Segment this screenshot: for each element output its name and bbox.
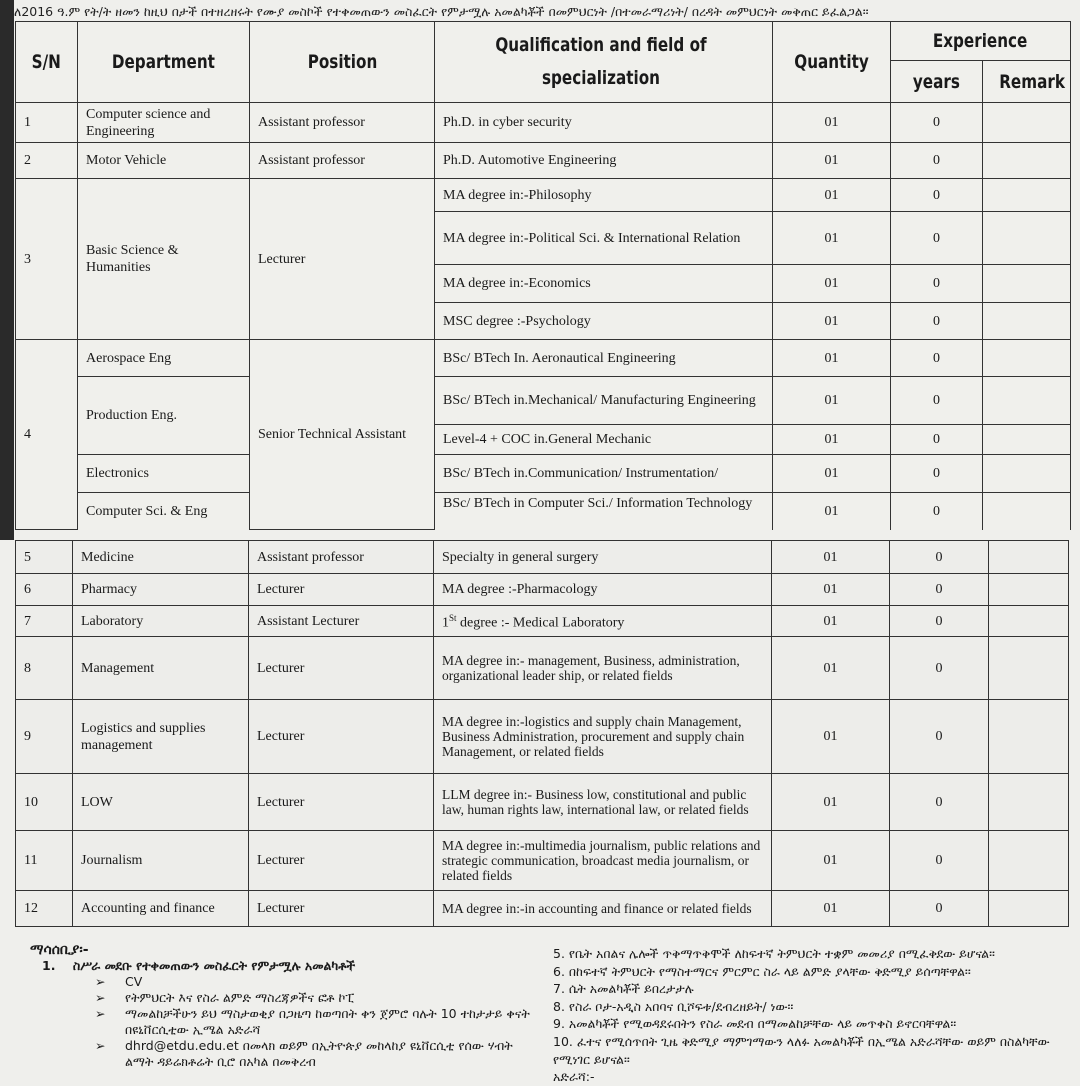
cell-qualification: Level-4 + COC in.General Mechanic xyxy=(435,425,773,455)
cell-years: 0 xyxy=(890,541,989,574)
notes-title: ማሳሰቢያ፡- xyxy=(30,942,89,958)
cell-quantity: 01 xyxy=(772,891,890,927)
cell-years: 0 xyxy=(890,891,989,927)
cell-remark xyxy=(989,637,1069,700)
cell-position: Lecturer xyxy=(249,637,434,700)
cell-remark xyxy=(983,493,1071,530)
cell-position: Lecturer xyxy=(249,574,434,606)
notes-item: 6. በከፍተኛ ትምህርት የማስተማርና ምርምር ስራ ላይ ልምድ ያላቸው ቅድሚያ ይሰጣቸዋል፡፡ xyxy=(553,963,971,979)
table-row xyxy=(16,143,1071,179)
cell-years: 0 xyxy=(891,212,983,265)
cell-quantity: 01 xyxy=(773,340,891,377)
header-department: Department xyxy=(78,22,250,103)
cell-position: Lecturer xyxy=(249,700,434,774)
cell-position: Lecturer xyxy=(249,891,434,927)
cell-position: Senior Technical Assistant xyxy=(250,340,435,530)
cell-qualification: MA degree in:-Economics xyxy=(435,265,773,303)
cell-quantity: 01 xyxy=(772,637,890,700)
cell-qualification: Ph.D. in cyber security xyxy=(435,103,773,143)
notes-item: 7. ሴት አመልካቾች ይበረታታሉ xyxy=(553,981,694,997)
cell-position: Assistant professor xyxy=(249,541,434,574)
table-row xyxy=(16,831,1069,891)
notes-bullet-text: dhrd@etdu.edu.et በመላክ ወይም በኢትዮጵያ መከላከያ ዩኒቨርሲቲ የሰው ሃብት ልማት ዳይሬክቶሬት ቢሮ በአካል በመቅረብ xyxy=(125,1038,513,1069)
cell-position: Assistant professor xyxy=(250,143,435,179)
cell-remark xyxy=(989,891,1069,927)
table-row xyxy=(16,891,1069,927)
cell-quantity: 01 xyxy=(773,377,891,425)
notes-bullet xyxy=(95,974,540,990)
cell-quantity: 01 xyxy=(773,143,891,179)
cell-position: Lecturer xyxy=(250,179,435,340)
header-quantity: Quantity xyxy=(773,22,891,103)
cell-sn: 1 xyxy=(16,103,78,143)
vacancy-table-top xyxy=(15,21,1071,530)
cell-remark xyxy=(983,212,1071,265)
notes-left xyxy=(30,942,540,1070)
cell-qualification: MA degree in:- management, Business, administration, organizational leader ship, or related fields xyxy=(434,637,772,700)
cell-department: LOW xyxy=(73,774,249,831)
cell-remark xyxy=(983,179,1071,212)
cell-quantity: 01 xyxy=(772,606,890,637)
arrow-bullet-icon: ➢ xyxy=(95,990,106,1005)
header-sn: S/N xyxy=(16,22,78,103)
cell-sn: 5 xyxy=(16,541,73,574)
cell-quantity: 01 xyxy=(772,574,890,606)
cell-years: 0 xyxy=(891,265,983,303)
cell-years: 0 xyxy=(891,377,983,425)
cell-qualification: Specialty in general surgery xyxy=(434,541,772,574)
cell-qualification: MSC degree :-Psychology xyxy=(435,303,773,340)
cell-department: Production Eng. xyxy=(78,377,250,455)
cell-remark xyxy=(983,265,1071,303)
qualification-text: degree :- Medical Laboratory xyxy=(456,615,625,631)
cell-remark xyxy=(989,606,1069,637)
vacancy-table-bottom xyxy=(15,540,1069,927)
cell-position: Assistant Lecturer xyxy=(249,606,434,637)
notes-item-heading: ስሥራ መደቡ የተቀመጠውን መስፈርት የምታሟሉ አመልካቶች xyxy=(72,958,356,973)
table-row xyxy=(16,455,1071,493)
cell-years: 0 xyxy=(890,774,989,831)
cell-position: Lecturer xyxy=(249,831,434,891)
cell-department: Medicine xyxy=(73,541,249,574)
cell-remark xyxy=(989,700,1069,774)
cell-remark xyxy=(983,377,1071,425)
cell-qualification: BSc/ BTech in.Communication/ Instrumentation/ xyxy=(435,455,773,493)
cell-quantity: 01 xyxy=(773,455,891,493)
cell-remark xyxy=(989,541,1069,574)
cell-years: 0 xyxy=(890,637,989,700)
cell-qualification: MA degree in:-Philosophy xyxy=(435,179,773,212)
cell-qualification: LLM degree in:- Business low, constitutional and public law, human rights law, international law, or related fields xyxy=(434,774,772,831)
header-remark: Remark xyxy=(983,61,1071,103)
arrow-bullet-icon: ➢ xyxy=(95,974,106,989)
cell-years: 0 xyxy=(891,103,983,143)
cell-department: Aerospace Eng xyxy=(78,340,250,377)
cell-years: 0 xyxy=(891,143,983,179)
cell-years: 0 xyxy=(890,606,989,637)
cell-department: Accounting and finance xyxy=(73,891,249,927)
cell-quantity: 01 xyxy=(773,103,891,143)
cell-department: Laboratory xyxy=(73,606,249,637)
table-row xyxy=(16,340,1071,377)
cell-department: Computer science and Engineering xyxy=(78,103,250,143)
qualification-superscript: St xyxy=(449,613,457,624)
cell-sn: 7 xyxy=(16,606,73,637)
cell-quantity: 01 xyxy=(773,265,891,303)
cell-quantity: 01 xyxy=(773,303,891,340)
cell-remark xyxy=(983,455,1071,493)
notes-bullet xyxy=(95,990,540,1006)
cell-qualification: BSc/ BTech in Computer Sci./ Information Technology xyxy=(435,493,773,530)
cell-remark xyxy=(989,831,1069,891)
cell-sn: 3 xyxy=(16,179,78,340)
cell-quantity: 01 xyxy=(772,831,890,891)
notes-bullet-text: CV xyxy=(125,974,143,989)
cell-remark xyxy=(989,774,1069,831)
cell-quantity: 01 xyxy=(773,425,891,455)
scan-edge xyxy=(0,0,14,540)
cell-years: 0 xyxy=(891,179,983,212)
cell-remark xyxy=(983,143,1071,179)
cell-quantity: 01 xyxy=(772,774,890,831)
cell-qualification: MA degree in:-multimedia journalism, public relations and strategic communication, broadcast media journalism, or related fields xyxy=(434,831,772,891)
cell-qualification xyxy=(434,606,772,637)
notes-bullet-text: ማመልከቻችሁን ይህ ማስታወቂያ በጋዜጣ ከወጣበት ቀን ጀምሮ ባሉት 10 ተከታታይ ቀናት በዩኒቨርሲቲው ኢሜል አድራሻ xyxy=(125,1006,530,1037)
notes-bullet xyxy=(95,1006,540,1038)
table-row xyxy=(16,774,1069,831)
notes-right xyxy=(553,945,1073,1086)
notes-item-1 xyxy=(42,958,540,974)
table-row xyxy=(16,377,1071,425)
table-row xyxy=(16,103,1071,143)
cell-position: Assistant professor xyxy=(250,103,435,143)
cell-department: Logistics and supplies management xyxy=(73,700,249,774)
cell-department: Basic Science & Humanities xyxy=(78,179,250,340)
cell-remark xyxy=(983,303,1071,340)
cell-quantity: 01 xyxy=(773,212,891,265)
arrow-bullet-icon: ➢ xyxy=(95,1038,106,1053)
qualification-prefix: 1 xyxy=(442,615,449,631)
cell-qualification: Ph.D. Automotive Engineering xyxy=(435,143,773,179)
cell-department: Computer Sci. & Eng xyxy=(78,493,250,530)
cell-quantity: 01 xyxy=(772,541,890,574)
cell-remark xyxy=(983,103,1071,143)
cell-qualification: BSc/ BTech In. Aeronautical Engineering xyxy=(435,340,773,377)
table-row xyxy=(16,493,1071,530)
cell-remark xyxy=(989,574,1069,606)
cell-qualification: MA degree in:-logistics and supply chain Management, Business Administration, procurement and supply chain Management, or related fields xyxy=(434,700,772,774)
table-row xyxy=(16,541,1069,574)
cell-remark xyxy=(983,425,1071,455)
intro-text: ለ2016 ዓ.ም የት/ት ዘመን ከዚህ በታች በተዘረዘሩት የሙያ መስኮች የተቀመጠውን መስፈርት የምታሟሉ አመልካቾች በመምህርነት /በተመራማሪነት/ በረዳት መምህርነት መቅጠር ይፈልጋል፡፡ xyxy=(14,4,869,19)
table-row xyxy=(16,700,1069,774)
cell-position: Lecturer xyxy=(249,774,434,831)
cell-department: Journalism xyxy=(73,831,249,891)
cell-years: 0 xyxy=(890,574,989,606)
cell-qualification: MA degree in:-Political Sci. & International Relation xyxy=(435,212,773,265)
cell-sn: 11 xyxy=(16,831,73,891)
cell-department: Motor Vehicle xyxy=(78,143,250,179)
cell-years: 0 xyxy=(891,493,983,530)
header-qualification: Qualification and field of specialization xyxy=(435,22,773,103)
notes-item: 10. ፈተና የሚሰጥበት ጊዜ ቅድሚያ ማምገማውን ላለፉ አመልካቾች በኢሜል አድራሻቸው ወይም በስልካቸው የሚነገር ይሆናል፡፡ xyxy=(553,1033,1050,1067)
cell-sn: 8 xyxy=(16,637,73,700)
header-experience: Experience xyxy=(891,22,1071,61)
cell-sn: 10 xyxy=(16,774,73,831)
cell-qualification: BSc/ BTech in.Mechanical/ Manufacturing Engineering xyxy=(435,377,773,425)
table-row xyxy=(16,179,1071,212)
cell-qualification: MA degree in:-in accounting and finance or related fields xyxy=(434,891,772,927)
cell-years: 0 xyxy=(891,340,983,377)
notes-item-number: 1. xyxy=(42,958,56,973)
cell-sn: 9 xyxy=(16,700,73,774)
cell-years: 0 xyxy=(890,831,989,891)
table-row xyxy=(16,574,1069,606)
cell-sn: 2 xyxy=(16,143,78,179)
table-row xyxy=(16,606,1069,637)
arrow-bullet-icon: ➢ xyxy=(95,1006,106,1021)
cell-department: Pharmacy xyxy=(73,574,249,606)
notes-item: 9. አመልካቾች የሚወዳደሩበትን የስራ መደብ በማመልከቻቸው ላይ መጥቀስ ይኖርባቸዋል፡፡ xyxy=(553,1016,957,1032)
cell-department: Electronics xyxy=(78,455,250,493)
table-row xyxy=(16,637,1069,700)
header-position: Position xyxy=(250,22,435,103)
cell-years: 0 xyxy=(890,700,989,774)
notes-item: አድራሻ:- xyxy=(553,1069,595,1085)
cell-quantity: 01 xyxy=(773,493,891,530)
notes-item: 8. የስራ ቦታ-አዲስ አበባና ቢሾፍቱ/ደብረዘይት/ ነው፡፡ xyxy=(553,998,794,1014)
cell-years: 0 xyxy=(891,455,983,493)
cell-years: 0 xyxy=(891,425,983,455)
cell-department: Management xyxy=(73,637,249,700)
cell-qualification: MA degree :-Pharmacology xyxy=(434,574,772,606)
notes-item: 5. የቤት አበልና ሌሎች ጥቅማጥቅሞች ለከፍተኛ ትምህርት ተቋም መመሪያ በሚፈቅደው ይሆናል፡፡ xyxy=(553,946,996,961)
cell-quantity: 01 xyxy=(773,179,891,212)
cell-sn: 4 xyxy=(16,340,78,530)
notes-bullet xyxy=(95,1038,540,1070)
cell-remark xyxy=(983,340,1071,377)
cell-quantity: 01 xyxy=(772,700,890,774)
header-years: years xyxy=(891,61,983,103)
cell-sn: 6 xyxy=(16,574,73,606)
notes-bullet-text: የትምህርት እና የስራ ልምድ ማስረጃዎችና ፎቶ ኮፒ xyxy=(125,990,355,1005)
cell-years: 0 xyxy=(891,303,983,340)
cell-sn: 12 xyxy=(16,891,73,927)
